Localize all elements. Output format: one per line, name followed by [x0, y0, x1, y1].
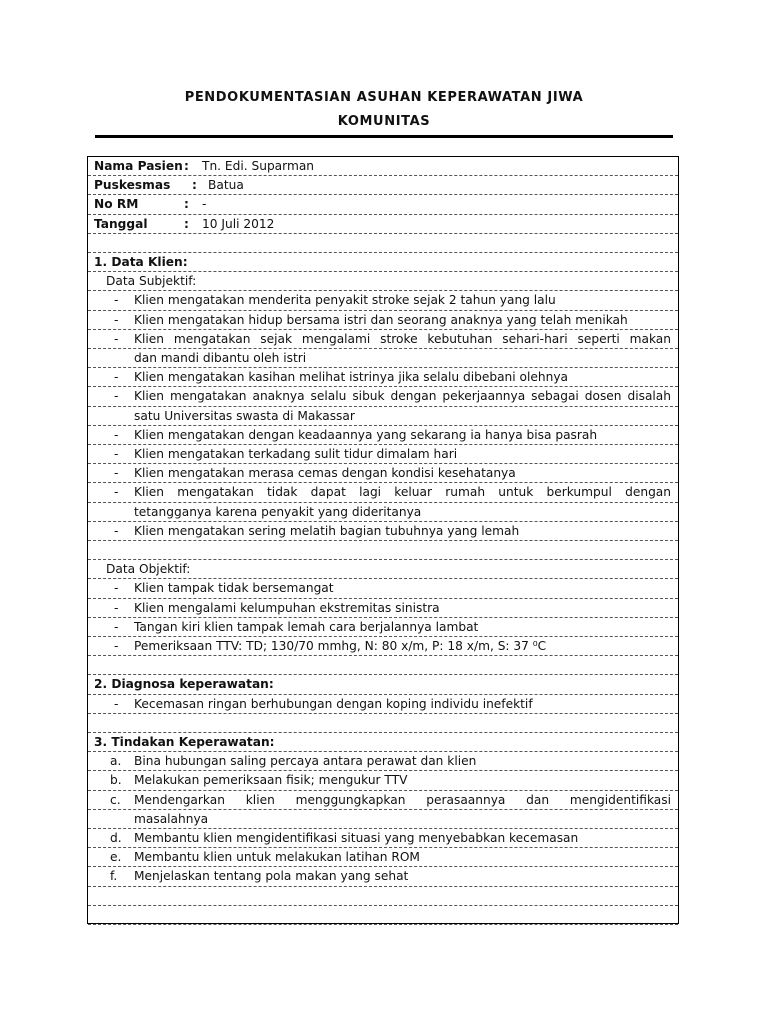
list-item [88, 291, 678, 310]
list-item-text: Bina hubungan saling percaya antara perawat dan klien [134, 754, 477, 769]
document-title: PENDOKUMENTASIAN ASUHAN KEPERAWATAN JIWA [184, 90, 584, 105]
list-item [88, 579, 678, 598]
blank-line [88, 887, 678, 906]
list-bullet: - [114, 466, 119, 481]
list-item [88, 368, 678, 387]
list-bullet: - [114, 370, 119, 385]
identity-value: Batua [208, 178, 244, 193]
list-item-text: Klien tampak tidak bersemangat [134, 581, 334, 596]
list-bullet: - [114, 600, 119, 615]
identity-label: Tanggal [94, 216, 148, 231]
list-bullet: - [114, 447, 119, 461]
list-item-text: tetangganya karena penyakit yang dideritanya [134, 504, 422, 519]
identity-row [88, 195, 678, 214]
list-item [88, 810, 678, 829]
list-bullet: - [114, 639, 119, 653]
blank-line [88, 234, 678, 253]
identity-separator: : [184, 159, 189, 173]
list-item [88, 349, 678, 368]
list-item [88, 464, 678, 483]
blank-line [88, 906, 678, 925]
list-bullet: - [114, 696, 119, 711]
list-item [88, 848, 678, 867]
document-subtitle: KOMUNITAS [337, 114, 431, 129]
list-bullet: - [114, 312, 119, 327]
section-heading-line [88, 675, 678, 694]
title-rule [95, 135, 673, 138]
list-item [88, 771, 678, 790]
blank-line [88, 714, 678, 733]
list-item-text: Menjelaskan tentang pola makan yang sehat [134, 869, 409, 884]
list-marker: f. [110, 869, 118, 884]
list-item [88, 407, 678, 426]
identity-separator: : [184, 216, 189, 231]
list-bullet: - [114, 331, 119, 346]
list-item-text: Klien mengatakan sering melatih bagian tubuhnya yang lemah [134, 523, 520, 538]
list-item-text: Klien mengatakan kasihan melihat istrinya jika selalu dibebani olehnya [134, 370, 568, 385]
list-item-text: satu Universitas swasta di Makassar [134, 408, 355, 423]
subsection-label: Data Subjektif: [106, 274, 197, 289]
list-bullet: - [114, 293, 119, 308]
list-item [88, 752, 678, 771]
identity-value: Tn. Edi. Suparman [202, 159, 315, 173]
nursing-record-form [87, 156, 679, 924]
list-item [88, 311, 678, 330]
identity-label: Nama Pasien [94, 159, 183, 173]
list-item-text: Klien mengatakan tidak dapat lagi keluar rumah untuk berkumpul dengan [134, 485, 671, 500]
list-marker: c. [110, 792, 121, 807]
list-item [88, 618, 678, 637]
list-item-text: Kecemasan ringan berhubungan dengan koping individu inefektif [134, 696, 533, 711]
identity-separator: : [192, 178, 197, 193]
list-bullet: - [114, 427, 119, 442]
blank-line [88, 656, 678, 675]
list-item-text: dan mandi dibantu oleh istri [134, 351, 307, 365]
list-item [88, 445, 678, 464]
section-heading-line [88, 253, 678, 272]
list-item-text: Klien mengatakan terkadang sulit tidur dimalam hari [134, 447, 458, 461]
identity-row [88, 215, 678, 234]
identity-row [88, 157, 678, 176]
list-item-text: Membantu klien untuk melakukan latihan ROM [134, 850, 420, 865]
list-item-text: Membantu klien mengidentifikasi situasi yang menyebabkan kecemasan [134, 831, 579, 845]
list-item-text: Mendengarkan klien menggungkapkan perasaannya dan mengidentifikasi [134, 792, 671, 807]
list-marker: a. [110, 754, 122, 769]
list-item-text: Klien mengatakan merasa cemas dengan kondisi kesehatanya [134, 466, 516, 481]
section-heading-line [88, 733, 678, 752]
list-bullet: - [114, 523, 119, 538]
identity-label: No RM [94, 197, 139, 212]
list-item-text: masalahnya [134, 811, 209, 826]
list-item-text: Klien mengatakan hidup bersama istri dan seorang anaknya yang telah menikah [134, 312, 628, 327]
identity-value: 10 Juli 2012 [202, 216, 275, 231]
list-item-text: Pemeriksaan TTV: TD; 130/70 mmhg, N: 80 x/m, P: 18 x/m, S: 37 ⁰C [134, 639, 547, 653]
list-item-text: Klien mengatakan anaknya selalu sibuk dengan pekerjaannya sebagai dosen disalah [134, 389, 671, 404]
list-item [88, 522, 678, 541]
list-item [88, 483, 678, 502]
list-item [88, 503, 678, 522]
section-heading: 2. Diagnosa keperawatan: [94, 677, 274, 692]
list-item-text: Klien mengalami kelumpuhan ekstremitas sinistra [134, 600, 440, 615]
subsection-label-line [88, 560, 678, 579]
list-item [88, 867, 678, 886]
list-bullet: - [114, 619, 119, 634]
list-marker: d. [110, 831, 122, 845]
list-item [88, 426, 678, 445]
list-item [88, 829, 678, 848]
list-item [88, 637, 678, 656]
list-item [88, 695, 678, 714]
subsection-label: Data Objektif: [106, 562, 191, 577]
subsection-label-line [88, 272, 678, 291]
list-marker: e. [110, 850, 122, 865]
identity-label: Puskesmas [94, 178, 171, 193]
list-item-text: Tangan kiri klien tampak lemah cara berjalannya lambat [134, 619, 479, 634]
list-item-text: Klien mengatakan dengan keadaannya yang sekarang ia hanya bisa pasrah [134, 427, 598, 442]
identity-value: - [202, 197, 207, 212]
list-bullet: - [114, 389, 119, 404]
list-item-text: Klien mengatakan sejak mengalami stroke kebutuhan sehari-hari seperti makan [134, 331, 671, 346]
section-heading: 1. Data Klien: [94, 255, 188, 269]
list-item [88, 791, 678, 810]
identity-separator: : [184, 197, 189, 212]
list-item-text: Klien mengatakan menderita penyakit stroke sejak 2 tahun yang lalu [134, 293, 556, 308]
list-marker: b. [110, 773, 122, 788]
blank-line [88, 541, 678, 560]
identity-row [88, 176, 678, 195]
list-item [88, 599, 678, 618]
list-item [88, 330, 678, 349]
list-item-text: Melakukan pemeriksaan fisik; mengukur TTV [134, 773, 408, 788]
section-heading: 3. Tindakan Keperawatan: [94, 735, 275, 749]
list-item [88, 387, 678, 406]
list-bullet: - [114, 485, 119, 500]
list-bullet: - [114, 581, 119, 596]
